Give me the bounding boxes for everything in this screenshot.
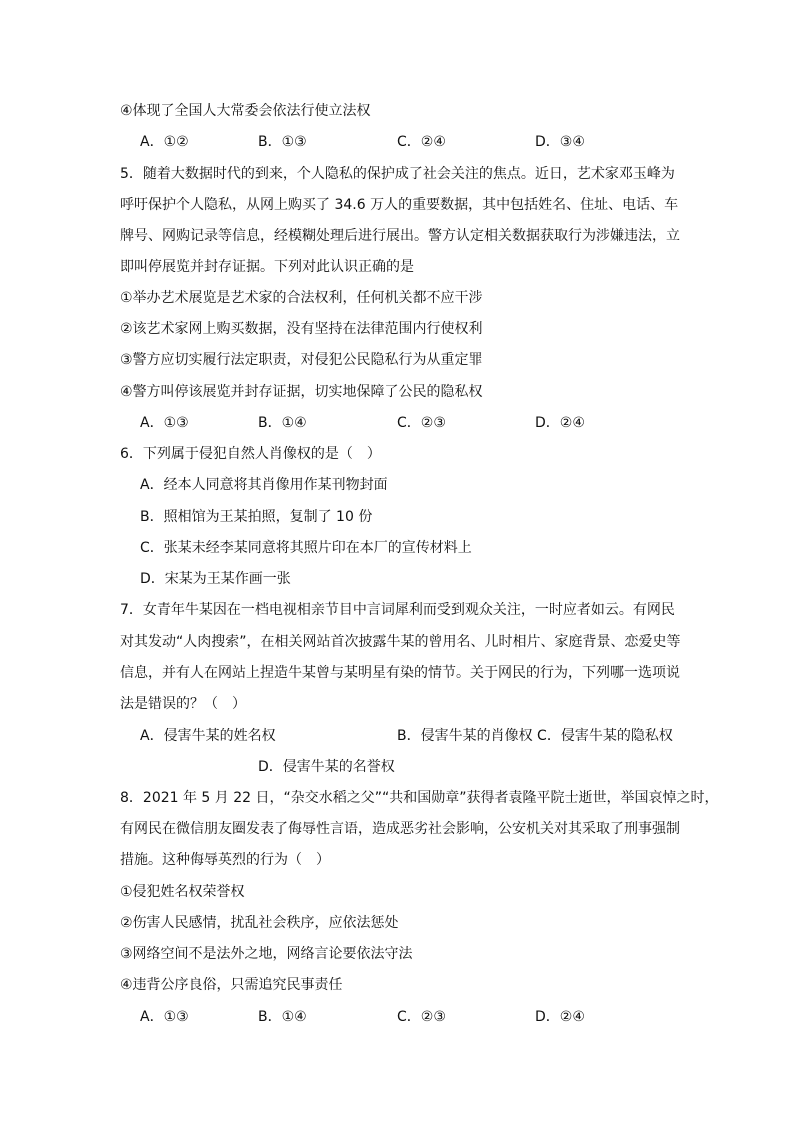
q8-option-c[interactable]: C．②③ xyxy=(397,1009,446,1025)
q5-option-d[interactable]: D．②④ xyxy=(535,415,585,431)
q6-stem: 6．下列属于侵犯自然人肖像权的是（ ） xyxy=(120,446,381,462)
q6-option-d[interactable]: D．宋某为王某作画一张 xyxy=(140,571,291,587)
q5-statement-1: ①举办艺术展览是艺术家的合法权利，任何机关都不应干涉 xyxy=(120,290,483,306)
q6-option-a[interactable]: A．经本人同意将其肖像用作某刊物封面 xyxy=(140,477,388,493)
q7-option-b-c[interactable]: B．侵害牛某的肖像权 C．侵害牛某的隐私权 xyxy=(397,728,673,744)
q5-stem-line-4: 即叫停展览并封存证据。下列对此认识正确的是 xyxy=(120,259,414,275)
q8-statement-4: ④违背公序良俗，只需追究民事责任 xyxy=(120,977,343,993)
q7-stem-line-4: 法是错误的？（ ） xyxy=(120,696,246,712)
q8-option-a[interactable]: A．①③ xyxy=(140,1009,189,1025)
q7-stem-line-2: 对其发动“人肉搜索”，在相关网站首次披露牛某的曾用名、儿时相片、家庭背景、恋爱史等 xyxy=(120,634,681,650)
q4-statement-4: ④体现了全国人大常委会依法行使立法权 xyxy=(120,103,371,119)
q8-option-d[interactable]: D．②④ xyxy=(535,1009,585,1025)
q5-option-a[interactable]: A．①③ xyxy=(140,415,189,431)
q8-statement-2: ②伤害人民感情，扰乱社会秩序，应依法惩处 xyxy=(120,915,399,931)
q5-statement-4: ④警方叫停该展览并封存证据，切实地保障了公民的隐私权 xyxy=(120,384,483,400)
q7-stem-line-3: 信息，并有人在网站上捏造牛某曾与某明星有染的情节。关于网民的行为，下列哪一选项说 xyxy=(120,665,680,681)
q4-option-c[interactable]: C．②④ xyxy=(397,134,446,150)
q6-option-b[interactable]: B．照相馆为王某拍照，复制了 10 份 xyxy=(140,509,373,525)
q6-option-c[interactable]: C．张某未经李某同意将其照片印在本厂的宣传材料上 xyxy=(140,540,472,556)
q8-statement-3: ③网络空间不是法外之地，网络言论要依法守法 xyxy=(120,946,413,962)
q5-statement-3: ③警方应切实履行法定职责，对侵犯公民隐私行为从重定罪 xyxy=(120,352,483,368)
q5-statement-2: ②该艺术家网上购买数据，没有坚持在法律范围内行使权利 xyxy=(120,321,483,337)
q7-option-d[interactable]: D．侵害牛某的名誉权 xyxy=(258,759,395,775)
q5-stem-line-3: 牌号、网购记录等信息，经模糊处理后进行展出。警方认定相关数据获取行为涉嫌违法，立 xyxy=(120,228,680,244)
q8-option-b[interactable]: B．①④ xyxy=(258,1009,307,1025)
q4-option-b[interactable]: B．①③ xyxy=(258,134,307,150)
q5-option-c[interactable]: C．②③ xyxy=(397,415,446,431)
q8-stem-line-2: 有网民在微信朋友圈发表了侮辱性言语，造成恶劣社会影响，公安机关对其采取了刑事强制 xyxy=(120,821,680,837)
q5-stem-line-1: 5．随着大数据时代的到来，个人隐私的保护成了社会关注的焦点。近日，艺术家邓玉峰为 xyxy=(120,166,675,182)
q5-option-b[interactable]: B．①④ xyxy=(258,415,307,431)
q5-stem-line-2: 呼吁保护个人隐私，从网上购买了 34.6 万人的重要数据，其中包括姓名、住址、电话、车 xyxy=(120,197,679,213)
q8-stem-line-3: 措施。这种侮辱英烈的行为（ ） xyxy=(120,852,330,868)
q4-option-a[interactable]: A．①② xyxy=(140,134,189,150)
q4-option-d[interactable]: D．③④ xyxy=(535,134,585,150)
q7-stem-line-1: 7．女青年牛某因在一档电视相亲节目中言词犀利而受到观众关注，一时应者如云。有网民 xyxy=(120,602,675,618)
q7-option-a[interactable]: A．侵害牛某的姓名权 xyxy=(140,728,276,744)
q8-stem-line-1: 8．2021 年 5 月 22 日，“杂交水稻之父”“共和国勋章”获得者袁隆平院士逝世，举国哀悼之时， xyxy=(120,790,719,806)
q8-statement-1: ①侵犯姓名权荣誉权 xyxy=(120,884,245,900)
